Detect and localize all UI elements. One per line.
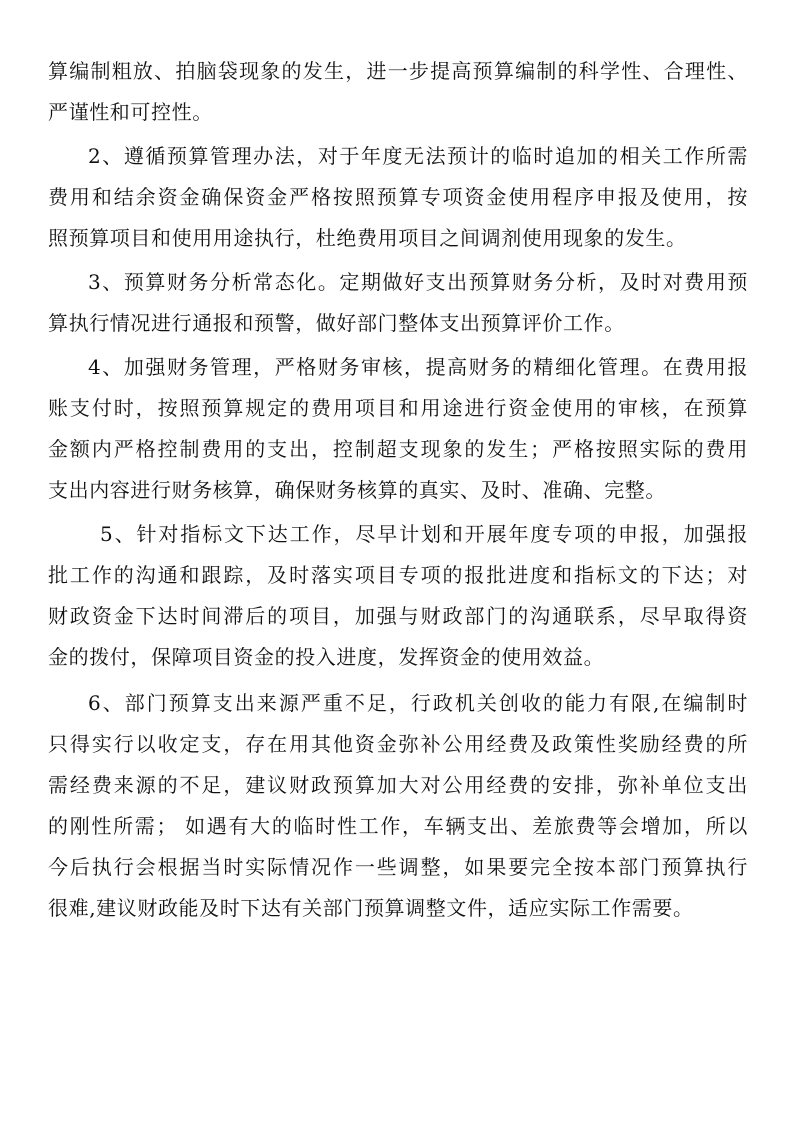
text-line: 财政资金下达时间滞后的项目，加强与财政部门的沟通联系，尽早取得资	[48, 604, 748, 628]
text-line: 批工作的沟通和跟踪，及时落实项目专项的报批进度和指标文的下达；对	[48, 563, 748, 587]
text-line: 账支付时，按照预算规定的费用项目和用途进行资金使用的审核，在预算	[48, 396, 748, 420]
text-line: 算编制粗放、拍脑袋现象的发生，进一步提高预算编制的科学性、合理性、	[48, 59, 748, 83]
text-line: 的刚性所需； 如遇有大的临时性工作，车辆支出、差旅费等会增加，所以	[48, 814, 748, 838]
text-line: 4、加强财务管理，严格财务审核，提高财务的精细化管理。在费用报	[88, 355, 748, 379]
text-line: 费用和结余资金确保资金严格按照预算专项资金使用程序申报及使用，按	[48, 185, 748, 209]
document-body	[48, 51, 748, 929]
text-line: 需经费来源的不足，建议财政预算加大对公用经费的安排，弥补单位支出	[48, 773, 748, 797]
text-line: 3、预算财务分析常态化。定期做好支出预算财务分析，及时对费用预	[88, 270, 748, 294]
paragraph-1	[48, 51, 748, 133]
text-line: 金额内严格控制费用的支出，控制超支现象的发生；严格按照实际的费用	[48, 437, 748, 461]
paragraph-5	[48, 514, 748, 678]
paragraph-4	[48, 347, 748, 511]
text-line: 严谨性和可控性。	[48, 100, 213, 124]
text-line: 照预算项目和使用用途执行，杜绝费用项目之间调剂使用现象的发生。	[48, 226, 687, 250]
paragraph-2	[48, 136, 748, 259]
text-line: 很难,建议财政能及时下达有关部门预算调整文件，适应实际工作需要。	[48, 896, 694, 920]
text-line: 金的拨付，保障项目资金的投入进度，发挥资金的使用效益。	[48, 645, 605, 669]
paragraph-3	[48, 262, 748, 344]
text-line: 支出内容进行财务核算，确保财务核算的真实、及时、准确、完整。	[48, 478, 666, 502]
text-line: 2、遵循预算管理办法，对于年度无法预计的临时追加的相关工作所需	[88, 144, 748, 168]
text-line: 今后执行会根据当时实际情况作一些调整，如果要完全按本部门预算执行	[48, 855, 748, 879]
text-line: 只得实行以收定支，存在用其他资金弥补公用经费及政策性奖励经费的所	[48, 732, 748, 756]
text-line: 5、针对指标文下达工作，尽早计划和开展年度专项的申报，加强报	[100, 522, 748, 546]
text-line: 算执行情况进行通报和预警，做好部门整体支出预算评价工作。	[48, 311, 625, 335]
text-line: 6、部门预算支出来源严重不足，行政机关创收的能力有限,在编制时	[88, 691, 748, 715]
paragraph-6	[48, 683, 748, 929]
